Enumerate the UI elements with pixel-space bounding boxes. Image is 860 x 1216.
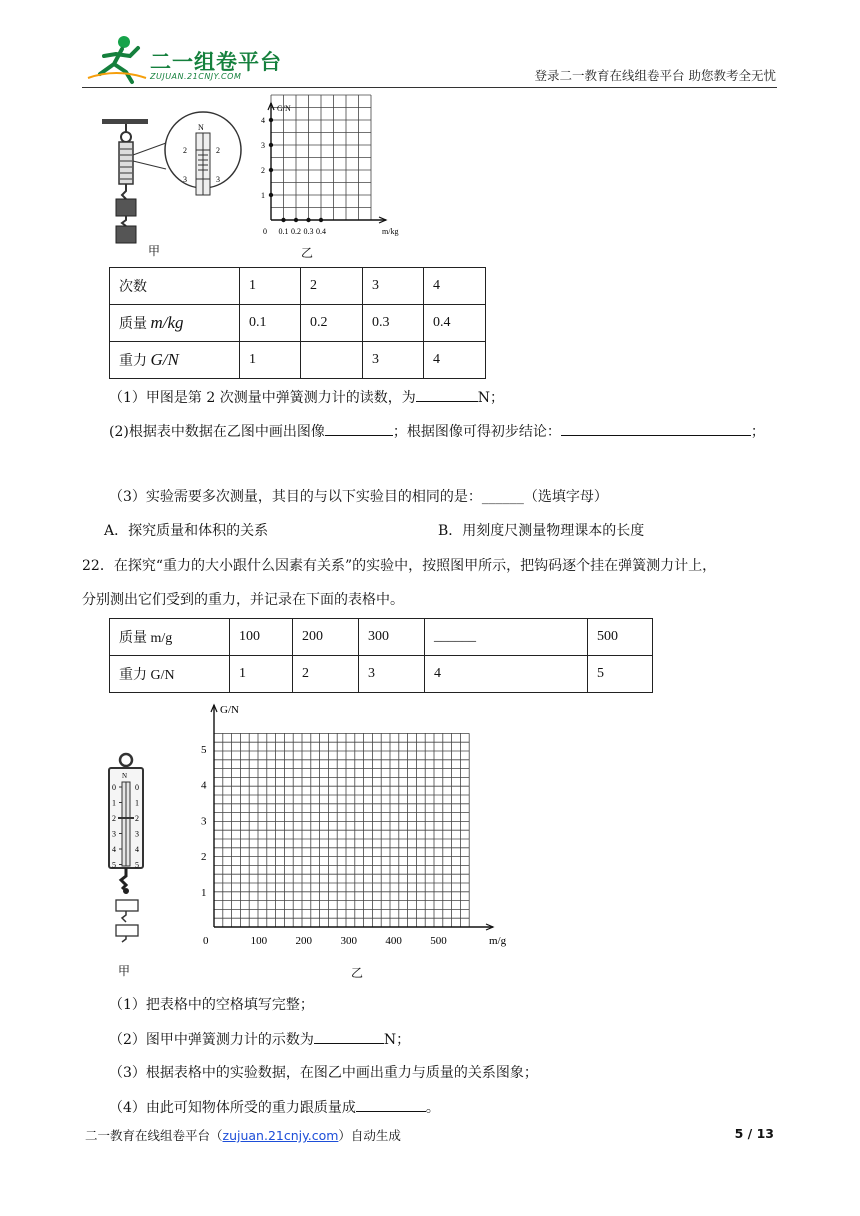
x-tick-dot [319,218,323,222]
y-tick-label: 4 [261,116,265,125]
page-number: 5 / 13 [734,1126,774,1141]
table-row [110,305,486,342]
origin-label: 0 [263,227,267,236]
y-axis-label: G/N [220,704,239,716]
y-tick-label: 2 [201,851,207,864]
answer-blank[interactable] [416,387,478,402]
q21-sub3: （3）实验需要多次测量，其目的与以下实验目的相同的是：______（选填字母） [109,489,608,505]
table-cell: 3 [359,656,425,693]
answer-blank[interactable] [325,421,393,436]
table-cell: 4 [424,342,486,379]
x-tick-label: 0.2 [291,227,301,236]
q21-fig-jia-label: 甲 [148,244,161,258]
q21-table [109,267,486,379]
y-tick-label: 1 [261,191,265,200]
x-tick-label: 300 [340,935,357,947]
q21-dial-tick: 2 [216,146,220,155]
table-cell: 2 [293,656,359,693]
x-tick-dot [294,218,298,222]
table-cell [110,342,240,379]
header-divider [82,87,777,88]
table-cell: 4 [424,268,486,305]
x-tick-label: 100 [250,935,268,947]
table-cell: 1 [230,656,293,693]
q22-fig-yi-label: 乙 [351,966,364,980]
table-cell: 次数 [110,268,240,305]
q21-sub1-unit: N； [477,390,504,406]
scale-tick-left: 4 [112,845,116,854]
q21-dial-tick: 2 [183,146,187,155]
q22-sub4-text: （4）由此可知物体所受的重力跟质量成 [109,1100,356,1116]
q22-sub2-unit: N； [383,1032,411,1048]
answer-blank[interactable] [314,1029,384,1044]
x-tick-label: 0.4 [316,227,326,236]
x-tick-label: 400 [385,935,402,947]
q21-sub1 [109,387,504,408]
table-cell: 0.3 [363,305,424,342]
x-tick-label: 0.3 [303,227,314,236]
x-tick-label: 0.1 [278,227,289,236]
table-cell: 0.1 [240,305,301,342]
table-cell: 0.2 [301,305,363,342]
logo-runner-icon [86,34,150,84]
q22-graph [198,700,507,952]
q22-sub1: （1）把表格中的空格填写完整； [109,997,314,1013]
q21-option-b: B．用刻度尺测量物理课本的长度 [438,523,645,539]
table-row [110,619,653,656]
scale-tick-right: 2 [135,814,139,823]
y-axis-label: G/N [277,104,291,113]
header-slogan: 登录二一教育在线组卷平台 助您教考全无忧 [534,68,776,83]
q21-option-a: A．探究质量和体积的关系 [104,523,269,539]
scale-tick-right: 0 [135,783,139,792]
q22-spring-scale-figure [104,752,154,952]
scale-tick-left: 0 [112,783,116,792]
y-tick-label: 3 [261,141,265,150]
origin-label: 0 [203,935,209,947]
scale-tick-right: 4 [135,845,139,854]
mass-unit: m/kg [150,313,184,332]
table-cell: 2 [301,268,363,305]
table-cell: 重力 G/N [110,656,230,693]
q21-sub2-text: (2)根据表中数据在乙图中画出图像 [109,424,325,440]
y-tick-label: 1 [201,886,207,899]
q21-sub2 [109,421,765,442]
table-cell: 1 [240,268,301,305]
scale-tick-right: 5 [135,860,139,870]
q22-stem-line1: 22．在探究“重力的大小跟什么因素有关系”的实验中，按照图甲所示，把钩码逐个挂在弹簧测力计上， [82,558,717,574]
scale-tick-left: 3 [112,829,116,839]
q21-sub2-end: ； [750,424,765,440]
logo-subtitle: ZUJUAN.21CNJY.COM [150,72,242,81]
answer-blank[interactable] [356,1097,426,1112]
mass-label: 质量 [119,317,147,332]
table-cell: 3 [363,268,424,305]
footer-text-end: ）自动生成 [338,1128,401,1143]
table-cell: 1 [240,342,301,379]
x-axis-label: m/g [489,935,507,947]
y-tick-label: 4 [201,779,207,792]
table-cell: 0.4 [424,305,486,342]
table-cell: 300 [359,619,425,656]
q21-sub2-mid: ；根据图像可得初步结论： [392,424,561,440]
scale-tick-right: 3 [135,829,139,839]
table-row [110,268,486,305]
answer-blank[interactable] [561,421,751,436]
x-tick-label: 200 [295,935,313,947]
q22-stem-line2: 分别测出它们受到的重力，并记录在下面的表格中。 [82,592,404,608]
q22-sub4 [109,1097,440,1118]
y-tick-label: 3 [201,815,207,828]
q21-spring-scale-figure [100,105,250,255]
q21-graph [256,95,416,240]
q22-sub2-text: （2）图甲中弹簧测力计的示数为 [109,1032,314,1048]
q22-sub2 [109,1029,410,1050]
q22-sub4-end: 。 [425,1100,440,1116]
y-tick-dot [269,193,273,197]
x-tick-dot [306,218,310,222]
q22-scale-unit: N [122,772,128,780]
weight-label: 重力 [119,354,147,369]
logo-title: 二一组卷平台 [150,50,282,74]
table-cell: 4 [425,656,588,693]
table-row [110,342,486,379]
table-cell [301,342,363,379]
q22-table [109,618,653,693]
scale-tick-left: 5 [112,860,116,870]
scale-tick-right: 1 [135,798,139,808]
table-cell[interactable]: ______ [425,619,588,656]
q21-fig-yi-label: 乙 [301,246,314,260]
table-cell: 500 [588,619,653,656]
q21-dial-unit: N [198,123,204,132]
table-cell: 3 [363,342,424,379]
table-cell [110,305,240,342]
footer-link[interactable]: zujuan.21cnjy.com [222,1128,339,1143]
x-tick-label: 500 [430,935,447,947]
q21-dial-tick: 3 [183,175,187,184]
x-axis-label: m/kg [382,227,399,236]
y-tick-dot [269,143,273,147]
scale-tick-left: 1 [112,798,116,808]
y-tick-dot [269,168,273,172]
table-row [110,656,653,693]
footer-source [85,1126,401,1144]
scale-tick-left: 2 [112,814,116,823]
q22-fig-jia-label: 甲 [118,964,131,978]
footer-text: 二一教育在线组卷平台（ [85,1128,223,1143]
y-tick-label: 2 [261,166,265,175]
q21-dial-tick: 3 [216,175,220,184]
q21-sub1-text: （1）甲图是第 2 次测量中弹簧测力计的读数，为 [109,390,416,406]
q22-sub3: （3）根据表格中的实验数据，在图乙中画出重力与质量的关系图象； [109,1065,538,1081]
weight-unit: G/N [150,350,179,369]
table-cell: 100 [230,619,293,656]
table-cell: 质量 m/g [110,619,230,656]
x-tick-dot [281,218,285,222]
y-tick-dot [269,118,273,122]
y-tick-label: 5 [201,744,207,756]
table-cell: 5 [588,656,653,693]
table-cell: 200 [293,619,359,656]
